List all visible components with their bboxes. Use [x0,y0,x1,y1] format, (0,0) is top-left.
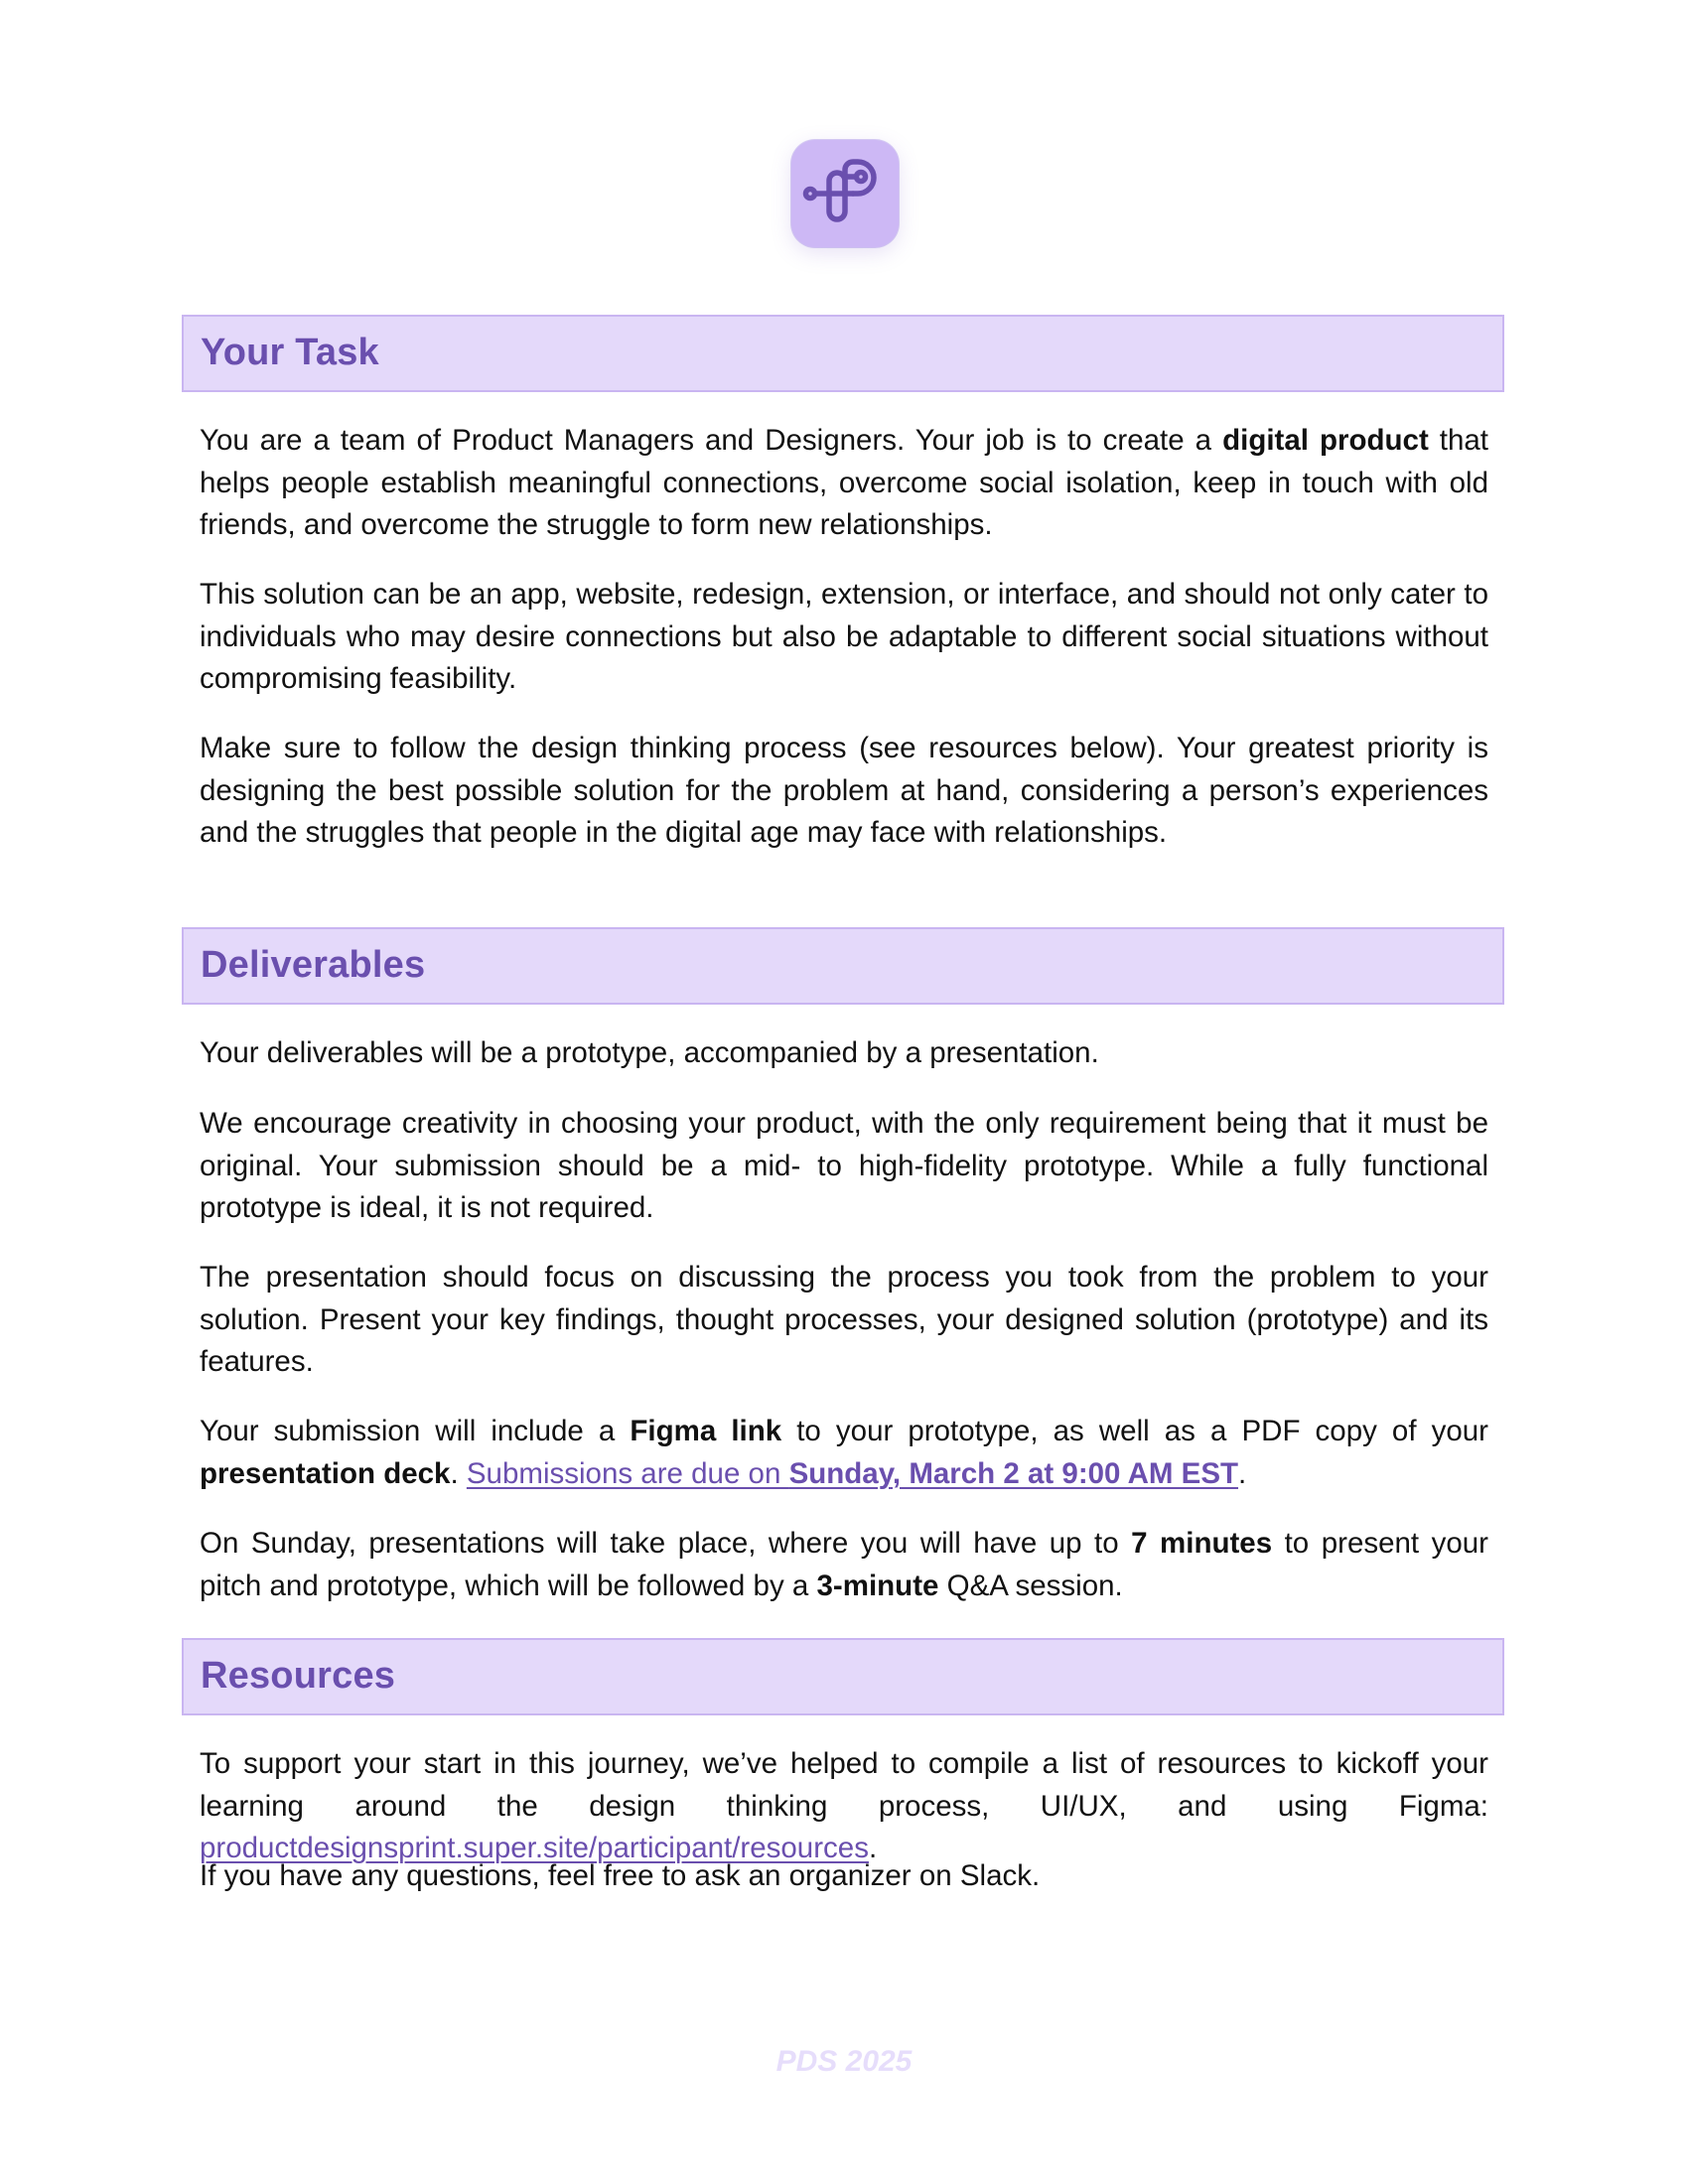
text: . [450,1456,467,1490]
text: To support your start in this journey, we’ve helped to compile a list of resources to kickoff your learning around the design thinking process, UI/UX, and using Figma: [200,1747,1488,1823]
text: . [1238,1456,1247,1490]
task-paragraph-1 [200,420,1488,547]
pds-logo-icon [795,144,895,243]
bold-text: digital product [1222,424,1429,457]
deliverables-paragraph-3: The presentation should focus on discussing the process you took from the problem to your solution. Present your key findings, thought processes, your designed solution (prototype) and its features. [200,1261,1488,1378]
logo [791,140,899,247]
submission-deadline-link[interactable] [467,1457,1238,1490]
text: Q&A session. [938,1569,1123,1602]
section-header-your-task [182,315,1504,392]
text: to present your pitch and prototype, which will be followed by a [200,1527,1488,1602]
text: On Sunday, presentations will take place, where you will have up to [200,1527,1132,1560]
resources-paragraph-2: If you have any questions, feel free to ask an organizer on Slack. [200,1859,1041,1892]
link-text: Submissions are due on [466,1456,789,1490]
footer-watermark: PDS 2025 [775,2045,913,2078]
task-paragraph-3: Make sure to follow the design thinking process (see resources below). Your greatest priority is designing the best possible solution for the problem at hand, considering a person’s experiences and the struggles that people in the digital age may face with relationships. [200,732,1488,849]
text: to your prototype, as well as a PDF copy of your [781,1415,1488,1447]
deliverables-paragraph-5 [200,1523,1488,1607]
resources-paragraph-1 [200,1743,1488,1870]
bold-text: presentation deck [200,1456,451,1490]
text: that helps people establish meaningful connections, overcome social isolation, keep in touch with old friends, and overcome the struggle to form new relationships. [200,424,1489,541]
link-bold-text: Sunday, March 2 at 9:00 AM EST [788,1456,1239,1490]
section-header-resources [182,1638,1504,1715]
section-title: Your Task [201,332,379,373]
bold-text: Figma link [630,1415,782,1447]
text: Your submission will include a [200,1415,631,1447]
section-title: Deliverables [201,944,426,986]
deliverables-paragraph-4 [200,1411,1488,1495]
bold-text: 3-minute [816,1569,939,1602]
deliverables-paragraph-1: Your deliverables will be a prototype, accompanied by a presentation. [200,1036,1099,1069]
text: You are a team of Product Managers and Designers. Your job is to create a [200,424,1223,457]
task-paragraph-2: This solution can be an app, website, redesign, extension, or interface, and should not only cater to individuals who may desire connections but also be adaptable to different social situations without compromising feasibility. [200,578,1488,695]
deliverables-paragraph-2: We encourage creativity in choosing your product, with the only requirement being that it must be original. Your submission should be a mid- to high-fidelity prototype. While a fully functional prototype is ideal, it is not required. [200,1107,1488,1224]
text: . [868,1832,878,1864]
bold-text: 7 minutes [1131,1527,1273,1560]
section-header-deliverables [182,927,1504,1005]
resources-link[interactable]: productdesignsprint.super.site/participant/resources [200,1832,869,1864]
section-title: Resources [201,1655,396,1697]
